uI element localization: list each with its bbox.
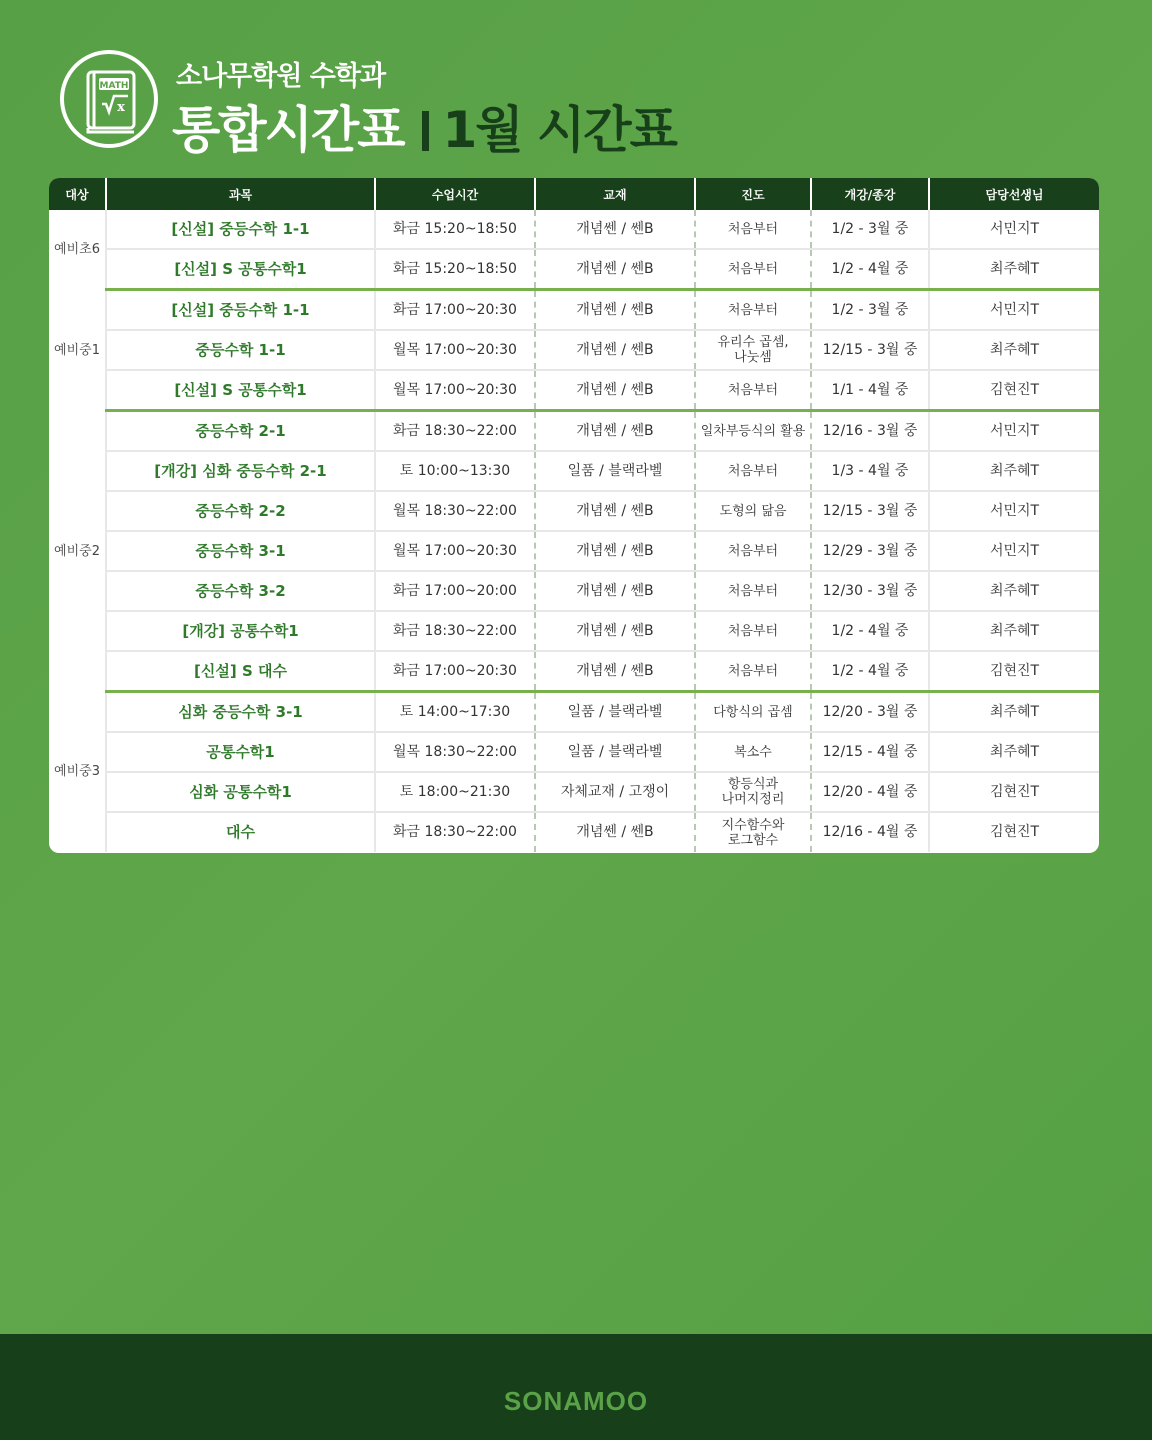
period-cell: 12/20 - 3월 중	[811, 692, 929, 733]
table-row	[49, 249, 1099, 290]
time-cell: 월목 18:30~22:00	[375, 491, 535, 531]
subject-cell: [신설] S 공통수학1	[106, 370, 375, 411]
book-cell: 자체교재 / 고쟁이	[535, 772, 695, 812]
column-header: 대상	[49, 178, 106, 210]
subject-cell: [신설] 중등수학 1-1	[106, 210, 375, 249]
book-cell: 일품 / 블랙라벨	[535, 692, 695, 733]
book-cell: 개념쎈 / 쎈B	[535, 290, 695, 331]
table-row	[49, 411, 1099, 452]
time-cell: 화금 17:00~20:30	[375, 290, 535, 331]
column-header: 교재	[535, 178, 695, 210]
column-header: 과목	[106, 178, 375, 210]
book-cell: 개념쎈 / 쎈B	[535, 210, 695, 249]
table-row	[49, 210, 1099, 249]
grade-cell: 예비초6	[54, 242, 100, 258]
period-cell: 12/15 - 4월 중	[811, 732, 929, 772]
subtitle: 소나무학원 수학과	[176, 61, 386, 92]
table-row	[49, 772, 1099, 812]
period-cell: 12/20 - 4월 중	[811, 772, 929, 812]
subject-cell: 중등수학 2-2	[106, 491, 375, 531]
teacher-cell: 김현진T	[929, 370, 1099, 411]
book-cell: 일품 / 블랙라벨	[535, 451, 695, 491]
period-cell: 12/30 - 3월 중	[811, 571, 929, 611]
page-title	[172, 90, 676, 162]
book-cell: 개념쎈 / 쎈B	[535, 571, 695, 611]
time-cell: 토 18:00~21:30	[375, 772, 535, 812]
subject-cell: [개강] 심화 중등수학 2-1	[106, 451, 375, 491]
book-cell: 개념쎈 / 쎈B	[535, 411, 695, 452]
teacher-cell: 최주혜T	[929, 249, 1099, 290]
teacher-cell: 김현진T	[989, 824, 1040, 840]
subject-cell: [신설] 중등수학 1-1	[106, 290, 375, 331]
subject-cell: [신설] S 공통수학1	[106, 249, 375, 290]
svg-text:x: x	[117, 100, 125, 115]
teacher-cell: 김현진T	[929, 651, 1099, 692]
progress-cell: 처음부터	[695, 451, 811, 491]
timetable-grid	[49, 178, 1099, 852]
table-row	[49, 531, 1099, 571]
progress-cell: 처음부터	[695, 210, 811, 249]
teacher-cell: 최주혜T	[929, 732, 1099, 772]
time-cell: 화금 18:30~22:00	[375, 812, 535, 852]
time-cell: 월목 17:00~20:30	[375, 370, 535, 411]
period-cell: 1/2 - 3월 중	[811, 210, 929, 249]
period-cell: 12/16 - 3월 중	[811, 411, 929, 452]
table-row	[49, 491, 1099, 531]
book-cell: 개념쎈 / 쎈B	[535, 330, 695, 370]
period-cell: 1/2 - 4월 중	[811, 611, 929, 651]
column-header: 담당선생님	[929, 178, 1099, 210]
time-cell: 월목 17:00~20:30	[375, 330, 535, 370]
title-divider	[422, 111, 429, 151]
book-cell: 개념쎈 / 쎈B	[535, 249, 695, 290]
book-cell: 개념쎈 / 쎈B	[535, 531, 695, 571]
column-header: 개강/종강	[811, 178, 929, 210]
subject-cell: [신설] S 대수	[106, 651, 375, 692]
progress-cell: 지수함수와 로그함수	[695, 812, 811, 852]
table-header-row	[49, 178, 1099, 210]
progress-cell: 다항식의 곱셈	[695, 692, 811, 733]
teacher-cell: 최주혜T	[929, 571, 1099, 611]
progress-cell: 처음부터	[695, 651, 811, 692]
progress-cell: 도형의 닮음	[695, 491, 811, 531]
timetable	[49, 178, 1099, 853]
subject-cell: 중등수학 1-1	[106, 330, 375, 370]
subject-cell: 공통수학1	[106, 732, 375, 772]
title-main: 통합시간표	[172, 101, 404, 159]
teacher-cell: 서민지T	[929, 411, 1099, 452]
table-row	[49, 611, 1099, 651]
teacher-cell: 최주혜T	[929, 330, 1099, 370]
grade-cell: 예비중1	[54, 342, 100, 358]
teacher-cell: 김현진T	[929, 772, 1099, 812]
progress-cell: 처음부터	[695, 249, 811, 290]
progress-cell: 유리수 곱셈, 나눗셈	[695, 330, 811, 370]
progress-cell: 항등식과 나머지정리	[695, 772, 811, 812]
time-cell: 화금 17:00~20:30	[375, 651, 535, 692]
logo-text: MATH	[99, 81, 129, 91]
grade-cell: 예비중2	[54, 543, 100, 559]
table-row	[49, 571, 1099, 611]
grade-cell: 예비중3	[54, 764, 100, 780]
period-cell: 12/15 - 3월 중	[811, 330, 929, 370]
teacher-cell: 서민지T	[929, 210, 1099, 249]
progress-cell: 처음부터	[695, 370, 811, 411]
period-cell: 1/3 - 4월 중	[811, 451, 929, 491]
table-row	[49, 330, 1099, 370]
book-cell: 일품 / 블랙라벨	[535, 732, 695, 772]
footer	[0, 1334, 1152, 1440]
book-cell: 개념쎈 / 쎈B	[535, 611, 695, 651]
time-cell: 화금 18:30~22:00	[375, 611, 535, 651]
book-cell: 개념쎈 / 쎈B	[535, 370, 695, 411]
progress-cell: 처음부터	[695, 290, 811, 331]
table-row	[49, 451, 1099, 491]
table-row	[49, 370, 1099, 411]
table-row	[49, 812, 1099, 852]
time-cell: 월목 18:30~22:00	[375, 732, 535, 772]
table-row	[49, 692, 1099, 733]
period-cell: 12/29 - 3월 중	[811, 531, 929, 571]
period-cell: 12/16 - 4월 중	[811, 812, 929, 852]
period-cell: 1/2 - 4월 중	[811, 651, 929, 692]
subject-cell: 심화 중등수학 3-1	[106, 692, 375, 733]
brand-logo: SONAMOO	[503, 1386, 649, 1416]
teacher-cell: 최주혜T	[929, 451, 1099, 491]
time-cell: 토 10:00~13:30	[375, 451, 535, 491]
time-cell: 토 14:00~17:30	[375, 692, 535, 733]
time-cell: 화금 17:00~20:00	[375, 571, 535, 611]
period-cell: 1/1 - 4월 중	[811, 370, 929, 411]
table-row	[49, 732, 1099, 772]
progress-cell: 처음부터	[695, 531, 811, 571]
progress-cell: 일차부등식의 활용	[695, 411, 811, 452]
teacher-cell: 최주혜T	[929, 611, 1099, 651]
subject-cell: 대수	[106, 812, 375, 852]
column-header: 진도	[695, 178, 811, 210]
teacher-cell: 서민지T	[929, 531, 1099, 571]
teacher-cell: 최주혜T	[929, 692, 1099, 733]
subject-cell: 중등수학 2-1	[106, 411, 375, 452]
progress-cell: 복소수	[695, 732, 811, 772]
book-cell: 개념쎈 / 쎈B	[535, 491, 695, 531]
book-cell: 개념쎈 / 쎈B	[535, 651, 695, 692]
teacher-cell: 서민지T	[929, 290, 1099, 331]
period-cell: 12/15 - 3월 중	[811, 491, 929, 531]
progress-cell: 처음부터	[695, 571, 811, 611]
math-book-icon	[60, 50, 158, 148]
table-row	[49, 651, 1099, 692]
column-header: 수업시간	[375, 178, 535, 210]
book-cell: 개념쎈 / 쎈B	[535, 812, 695, 852]
time-cell: 월목 17:00~20:30	[375, 531, 535, 571]
subject-cell: 중등수학 3-2	[106, 571, 375, 611]
table-row	[49, 290, 1099, 331]
time-cell: 화금 18:30~22:00	[375, 411, 535, 452]
time-cell: 화금 15:20~18:50	[375, 249, 535, 290]
subject-cell: [개강] 공통수학1	[106, 611, 375, 651]
title-month: 1월 시간표	[442, 101, 676, 159]
teacher-cell: 서민지T	[929, 491, 1099, 531]
subject-cell: 심화 공통수학1	[106, 772, 375, 812]
progress-cell: 처음부터	[695, 611, 811, 651]
subject-cell: 중등수학 3-1	[106, 531, 375, 571]
period-cell: 1/2 - 4월 중	[811, 249, 929, 290]
time-cell: 화금 15:20~18:50	[375, 210, 535, 249]
period-cell: 1/2 - 3월 중	[811, 290, 929, 331]
